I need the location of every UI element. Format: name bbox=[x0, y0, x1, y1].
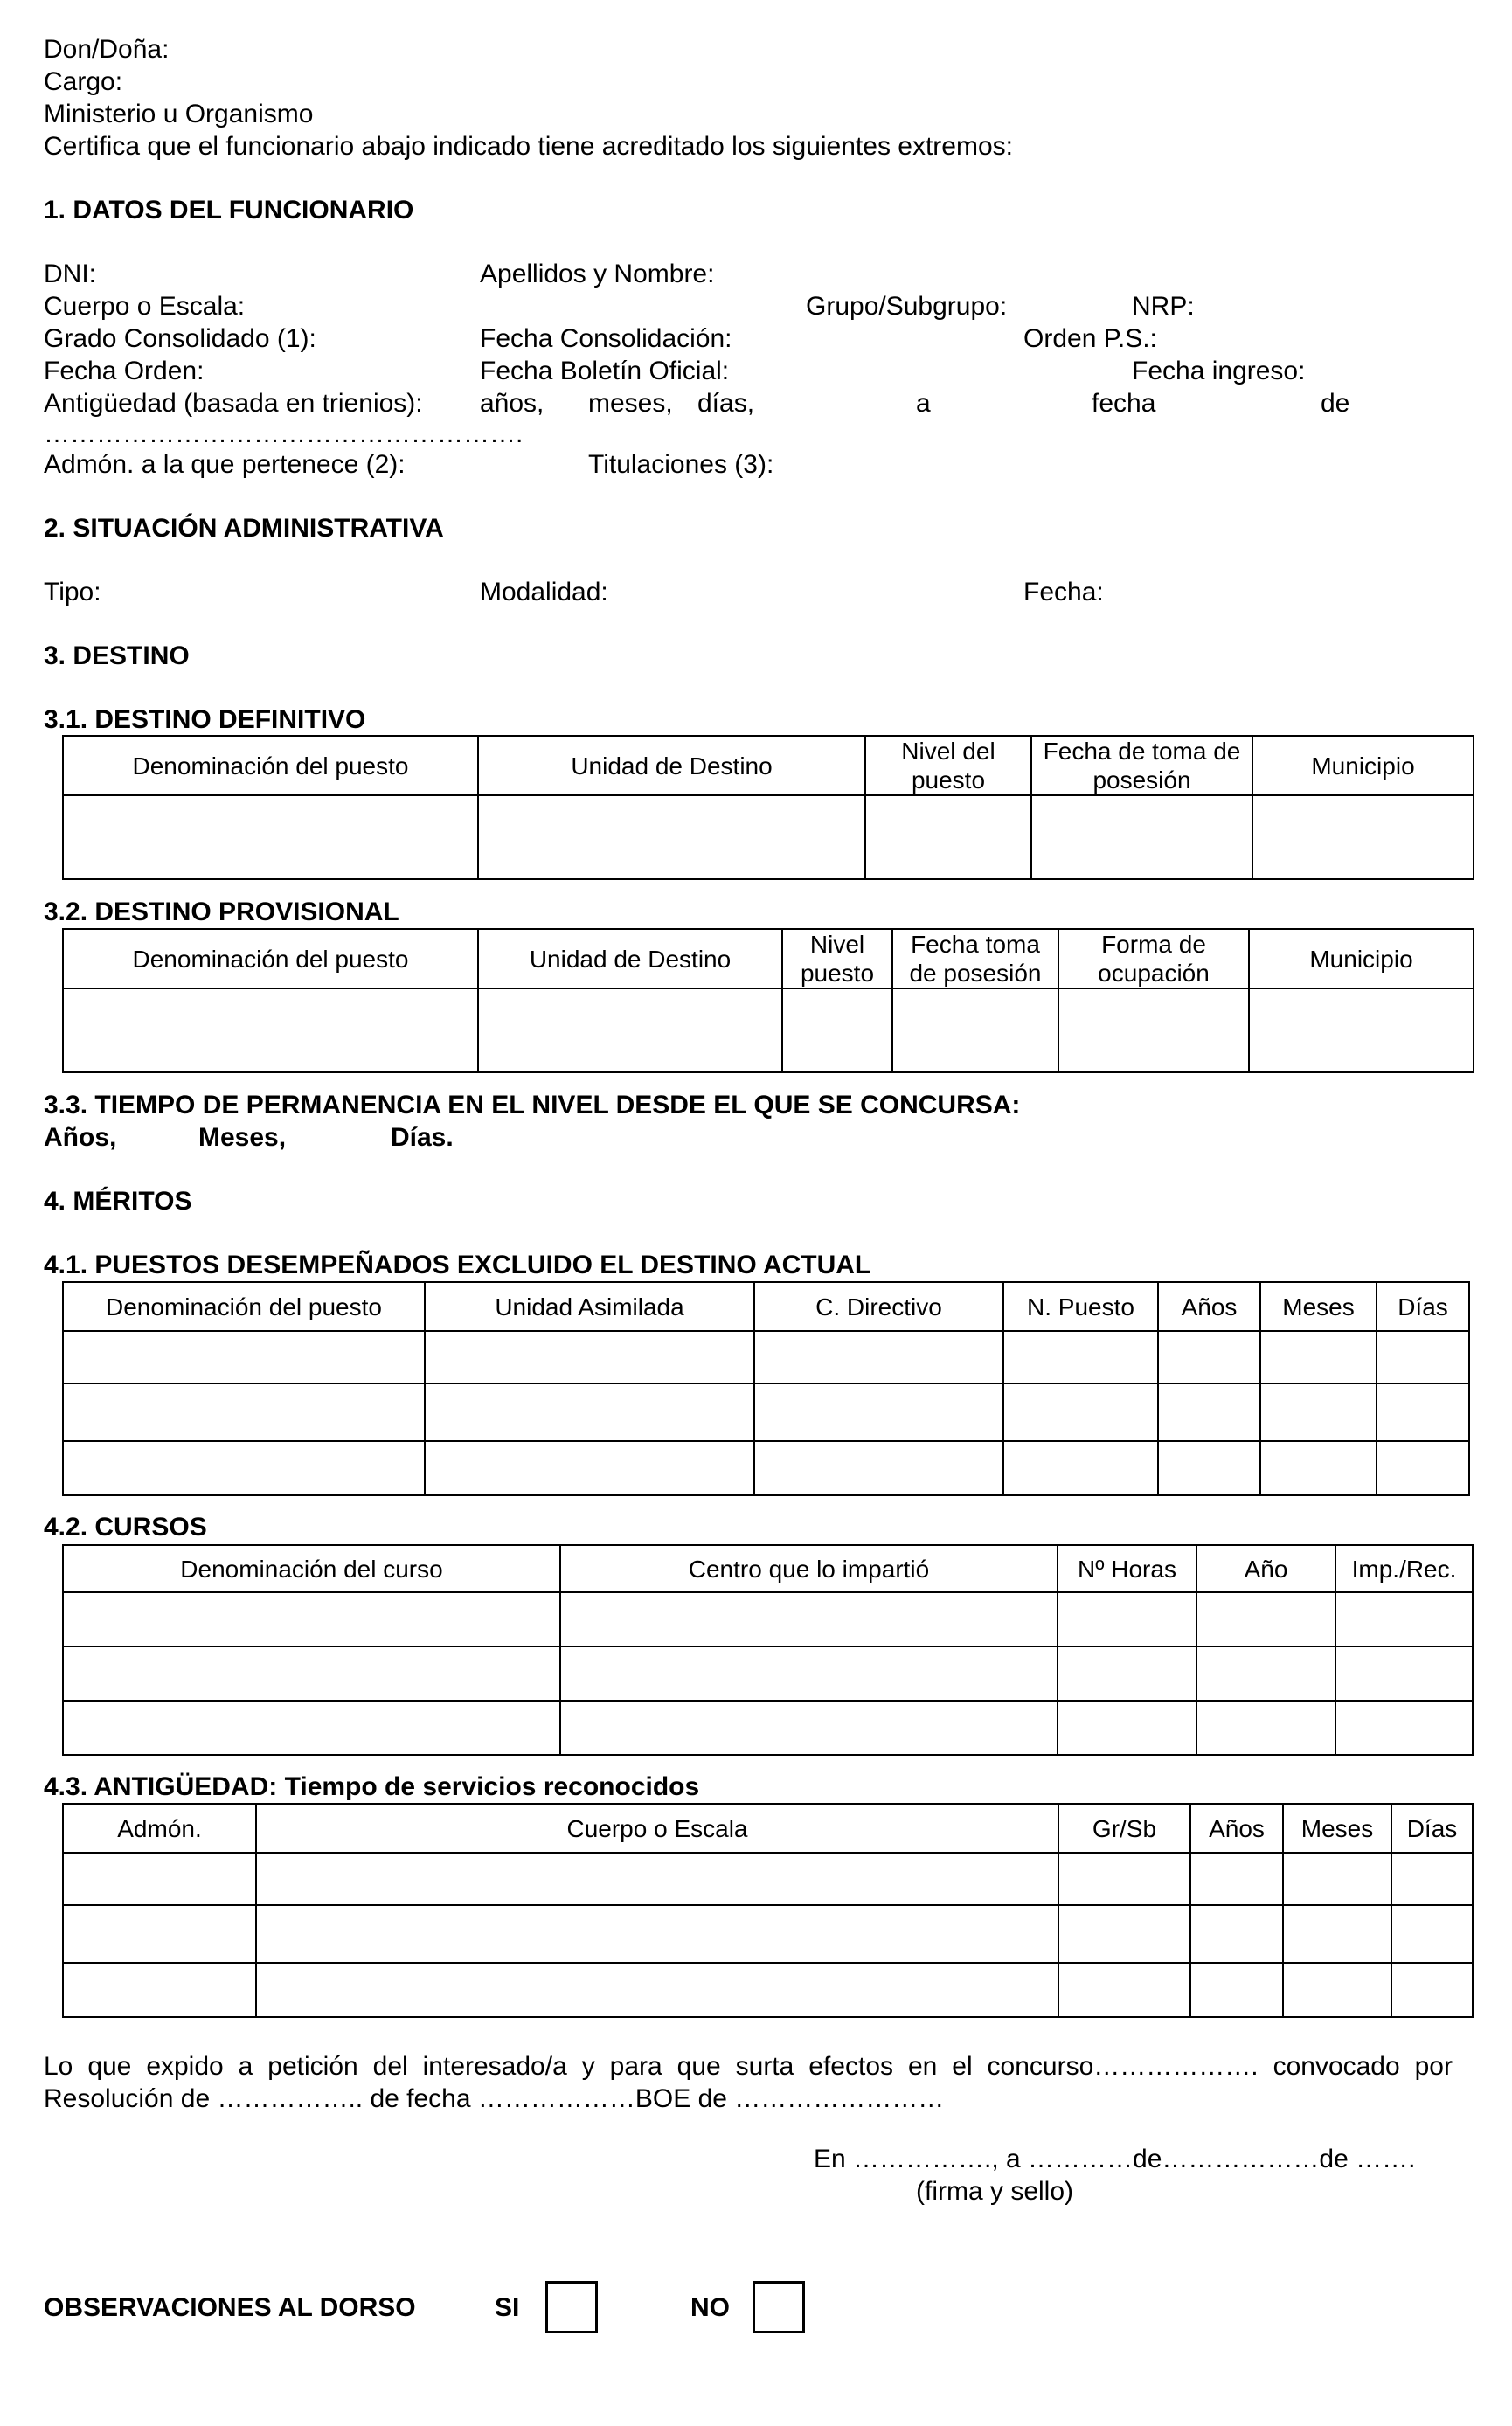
table-cell[interactable] bbox=[63, 1592, 560, 1646]
situacion-fecha-label: Fecha: bbox=[1023, 578, 1104, 606]
fecha-orden-label: Fecha Orden: bbox=[44, 357, 205, 385]
certifica-text: Certifica que el funcionario abajo indicado tiene acreditado los siguientes extremos: bbox=[44, 132, 1013, 161]
grado-label: Grado Consolidado (1): bbox=[44, 324, 316, 353]
destino-definitivo-title: 3.1. DESTINO DEFINITIVO bbox=[44, 705, 366, 734]
table-cell[interactable] bbox=[63, 1905, 256, 1963]
table-header: Días bbox=[1377, 1282, 1469, 1331]
table-cell[interactable] bbox=[754, 1441, 1003, 1495]
table-header: Días bbox=[1391, 1804, 1473, 1853]
table-cell[interactable] bbox=[1196, 1592, 1335, 1646]
no-checkbox[interactable] bbox=[753, 2281, 805, 2333]
table-header: Meses bbox=[1283, 1804, 1391, 1853]
antiguedad-anos: años, bbox=[480, 389, 544, 418]
table-header: N. Puesto bbox=[1003, 1282, 1158, 1331]
antiguedad-dots: ………………………………………………. bbox=[44, 419, 524, 448]
permanencia-meses: Meses, bbox=[198, 1123, 287, 1152]
apellidos-label: Apellidos y Nombre: bbox=[480, 260, 715, 288]
si-label: SI bbox=[495, 2293, 520, 2322]
table-header: Cuerpo o Escala bbox=[256, 1804, 1058, 1853]
table-row bbox=[63, 1905, 1473, 1963]
table-cell[interactable] bbox=[1190, 1963, 1283, 2017]
table-header: Años bbox=[1158, 1282, 1260, 1331]
table-cell[interactable] bbox=[754, 1383, 1003, 1441]
permanencia-anos: Años, bbox=[44, 1123, 117, 1152]
table-cell[interactable] bbox=[1158, 1441, 1260, 1495]
tipo-label: Tipo: bbox=[44, 578, 101, 606]
table-row bbox=[63, 1441, 1469, 1495]
table-cell[interactable] bbox=[1377, 1383, 1469, 1441]
section-3-title: 3. DESTINO bbox=[44, 641, 190, 670]
table-cell[interactable] bbox=[1283, 1963, 1391, 2017]
table-row bbox=[63, 1331, 1469, 1383]
table-cell[interactable] bbox=[1190, 1853, 1283, 1905]
antiguedad-meses: meses, bbox=[588, 389, 673, 418]
table-row bbox=[63, 988, 1474, 1072]
puestos-title: 4.1. PUESTOS DESEMPEÑADOS EXCLUIDO EL DESTINO ACTUAL bbox=[44, 1251, 871, 1279]
si-checkbox[interactable] bbox=[545, 2281, 598, 2333]
table-cell[interactable] bbox=[1252, 795, 1474, 879]
table-cell[interactable] bbox=[256, 1905, 1058, 1963]
table-cell[interactable] bbox=[1003, 1441, 1158, 1495]
table-cell[interactable] bbox=[1196, 1701, 1335, 1755]
table-header: Fecha de toma de posesión bbox=[1031, 736, 1252, 795]
table-cell[interactable] bbox=[1058, 1963, 1190, 2017]
table-cell[interactable] bbox=[1158, 1331, 1260, 1383]
fecha-consolidacion-label: Fecha Consolidación: bbox=[480, 324, 732, 353]
table-cell[interactable] bbox=[1260, 1441, 1377, 1495]
ministerio-label: Ministerio u Organismo bbox=[44, 100, 314, 128]
firma-label: (firma y sello) bbox=[916, 2177, 1074, 2206]
table-cell[interactable] bbox=[1391, 1853, 1473, 1905]
table-cell[interactable] bbox=[1158, 1383, 1260, 1441]
destino-provisional-table bbox=[62, 928, 1474, 1073]
table-cell[interactable] bbox=[1058, 988, 1249, 1072]
admon-label: Admón. a la que pertenece (2): bbox=[44, 450, 406, 479]
table-header: Fecha toma de posesión bbox=[892, 929, 1058, 988]
table-header: Unidad de Destino bbox=[478, 929, 782, 988]
table-cell[interactable] bbox=[1058, 1905, 1190, 1963]
table-header: Municipio bbox=[1249, 929, 1474, 988]
table-row bbox=[63, 1963, 1473, 2017]
section-4-title: 4. MÉRITOS bbox=[44, 1187, 192, 1216]
table-row bbox=[63, 1853, 1473, 1905]
table-header: Forma de ocupación bbox=[1058, 929, 1249, 988]
table-cell[interactable] bbox=[478, 988, 782, 1072]
section-1-title: 1. DATOS DEL FUNCIONARIO bbox=[44, 196, 414, 225]
table-header: Gr/Sb bbox=[1058, 1804, 1190, 1853]
table-cell[interactable] bbox=[63, 1441, 425, 1495]
section-2-title: 2. SITUACIÓN ADMINISTRATIVA bbox=[44, 514, 444, 543]
cuerpo-label: Cuerpo o Escala: bbox=[44, 292, 246, 321]
table-cell[interactable] bbox=[560, 1701, 1058, 1755]
table-cell[interactable] bbox=[1190, 1905, 1283, 1963]
dni-label: DNI: bbox=[44, 260, 96, 288]
table-cell[interactable] bbox=[478, 795, 865, 879]
table-cell[interactable] bbox=[1058, 1592, 1196, 1646]
table-header: C. Directivo bbox=[754, 1282, 1003, 1331]
destino-provisional-title: 3.2. DESTINO PROVISIONAL bbox=[44, 898, 399, 926]
table-cell[interactable] bbox=[1391, 1905, 1473, 1963]
no-label: NO bbox=[690, 2293, 730, 2322]
table-header: Año bbox=[1196, 1545, 1335, 1592]
table-header: Admón. bbox=[63, 1804, 256, 1853]
table-cell[interactable] bbox=[63, 1963, 256, 2017]
table-cell[interactable] bbox=[256, 1963, 1058, 2017]
table-row bbox=[63, 1646, 1473, 1701]
table-cell[interactable] bbox=[1058, 1701, 1196, 1755]
puestos-table bbox=[62, 1281, 1470, 1496]
nrp-label: NRP: bbox=[1132, 292, 1195, 321]
grupo-label: Grupo/Subgrupo: bbox=[806, 292, 1008, 321]
table-header: Denominación del puesto bbox=[63, 736, 478, 795]
antiguedad-de: de bbox=[1321, 389, 1350, 418]
table-cell[interactable] bbox=[63, 1853, 256, 1905]
table-cell[interactable] bbox=[63, 795, 478, 879]
table-cell[interactable] bbox=[865, 795, 1031, 879]
antiguedad-label: Antigüedad (basada en trienios): bbox=[44, 389, 423, 418]
table-row bbox=[63, 1701, 1473, 1755]
table-cell[interactable] bbox=[1058, 1646, 1196, 1701]
table-header: Imp./Rec. bbox=[1335, 1545, 1473, 1592]
permanencia-dias: Días. bbox=[391, 1123, 454, 1152]
orden-ps-label: Orden P.S.: bbox=[1023, 324, 1157, 353]
cursos-title: 4.2. CURSOS bbox=[44, 1513, 207, 1542]
antiguedad-title: 4.3. ANTIGÜEDAD: Tiempo de servicios reconocidos bbox=[44, 1772, 700, 1801]
table-cell[interactable] bbox=[63, 1701, 560, 1755]
table-header: Denominación del puesto bbox=[63, 929, 478, 988]
table-cell[interactable] bbox=[1196, 1646, 1335, 1701]
don-label: Don/Doña: bbox=[44, 35, 170, 64]
table-cell[interactable] bbox=[892, 988, 1058, 1072]
table-header: Meses bbox=[1260, 1282, 1377, 1331]
table-header: Denominación del puesto bbox=[63, 1282, 425, 1331]
table-cell[interactable] bbox=[1335, 1646, 1473, 1701]
fecha-boletin-label: Fecha Boletín Oficial: bbox=[480, 357, 730, 385]
table-cell[interactable] bbox=[1283, 1905, 1391, 1963]
table-cell[interactable] bbox=[256, 1853, 1058, 1905]
table-header: Centro que lo impartió bbox=[560, 1545, 1058, 1592]
table-cell[interactable] bbox=[1003, 1331, 1158, 1383]
observaciones-label: OBSERVACIONES AL DORSO bbox=[44, 2293, 416, 2322]
cursos-table bbox=[62, 1544, 1474, 1756]
antiguedad-fecha: fecha bbox=[1092, 389, 1156, 418]
antiguedad-table bbox=[62, 1803, 1474, 2018]
permanencia-title: 3.3. TIEMPO DE PERMANENCIA EN EL NIVEL DESDE EL QUE SE CONCURSA: bbox=[44, 1091, 1021, 1119]
antiguedad-dias: días, bbox=[697, 389, 755, 418]
titulaciones-label: Titulaciones (3): bbox=[588, 450, 774, 479]
fecha-ingreso-label: Fecha ingreso: bbox=[1132, 357, 1306, 385]
table-cell[interactable] bbox=[560, 1646, 1058, 1701]
destino-definitivo-table bbox=[62, 735, 1474, 880]
table-header: Municipio bbox=[1252, 736, 1474, 795]
table-cell[interactable] bbox=[63, 1331, 425, 1383]
table-row bbox=[63, 795, 1474, 879]
table-cell[interactable] bbox=[63, 1383, 425, 1441]
antiguedad-a: a bbox=[916, 389, 931, 418]
table-cell[interactable] bbox=[1283, 1853, 1391, 1905]
table-cell[interactable] bbox=[1335, 1701, 1473, 1755]
table-cell[interactable] bbox=[1003, 1383, 1158, 1441]
table-cell[interactable] bbox=[1335, 1592, 1473, 1646]
table-cell[interactable] bbox=[1249, 988, 1474, 1072]
table-header: Denominación del curso bbox=[63, 1545, 560, 1592]
table-cell[interactable] bbox=[425, 1331, 754, 1383]
table-header: Años bbox=[1190, 1804, 1283, 1853]
table-cell[interactable] bbox=[1031, 795, 1252, 879]
table-cell[interactable] bbox=[425, 1383, 754, 1441]
table-header: Nº Horas bbox=[1058, 1545, 1196, 1592]
table-header: Unidad Asimilada bbox=[425, 1282, 754, 1331]
table-header: Nivel puesto bbox=[782, 929, 892, 988]
place-date-line: En ……………., a …………de………………de ……. bbox=[814, 2145, 1416, 2173]
table-cell[interactable] bbox=[560, 1592, 1058, 1646]
table-cell[interactable] bbox=[1260, 1331, 1377, 1383]
table-cell[interactable] bbox=[63, 988, 478, 1072]
table-cell[interactable] bbox=[1377, 1441, 1469, 1495]
table-header: Nivel del puesto bbox=[865, 736, 1031, 795]
table-cell[interactable] bbox=[1391, 1963, 1473, 2017]
table-cell[interactable] bbox=[782, 988, 892, 1072]
table-cell[interactable] bbox=[1058, 1853, 1190, 1905]
table-cell[interactable] bbox=[1377, 1331, 1469, 1383]
cargo-label: Cargo: bbox=[44, 67, 123, 96]
table-row bbox=[63, 1592, 1473, 1646]
table-row bbox=[63, 1383, 1469, 1441]
modalidad-label: Modalidad: bbox=[480, 578, 608, 606]
table-cell[interactable] bbox=[754, 1331, 1003, 1383]
table-cell[interactable] bbox=[425, 1441, 754, 1495]
table-cell[interactable] bbox=[63, 1646, 560, 1701]
table-header: Unidad de Destino bbox=[478, 736, 865, 795]
certification-paragraph: Lo que expido a petición del interesado/a y para que surta efectos en el concurso………………. convocado por Resolución de …………….. de fecha ………………BOE de …………………… bbox=[44, 2052, 1453, 2113]
table-cell[interactable] bbox=[1260, 1383, 1377, 1441]
